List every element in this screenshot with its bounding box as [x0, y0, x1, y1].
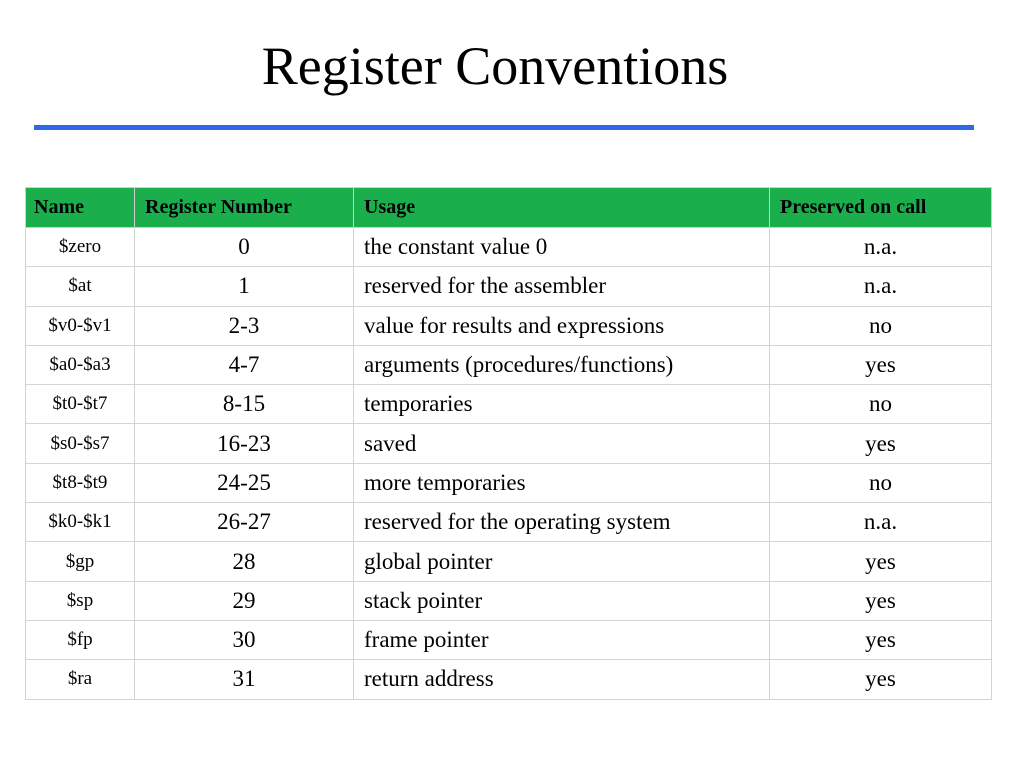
register-usage-cell: frame pointer: [354, 620, 770, 659]
table-row: [26, 581, 992, 620]
register-number-cell: 2-3: [135, 306, 354, 345]
table-row: [26, 306, 992, 345]
register-name-cell: $gp: [26, 542, 135, 581]
register-preserved-cell: yes: [770, 581, 992, 620]
register-number-cell: 29: [135, 581, 354, 620]
register-usage-cell: value for results and expressions: [354, 306, 770, 345]
register-name-cell: $sp: [26, 581, 135, 620]
register-preserved-cell: n.a.: [770, 228, 992, 267]
register-preserved-cell: n.a.: [770, 267, 992, 306]
register-usage-cell: saved: [354, 424, 770, 463]
register-preserved-cell: yes: [770, 424, 992, 463]
register-usage-cell: temporaries: [354, 385, 770, 424]
slide-title: Register Conventions: [261, 36, 729, 96]
register-usage-cell: the constant value 0: [354, 228, 770, 267]
register-preserved-cell: yes: [770, 345, 992, 384]
register-name-cell: $a0-$a3: [26, 345, 135, 384]
register-number-cell: 26-27: [135, 503, 354, 542]
register-name-cell: $t8-$t9: [26, 463, 135, 502]
register-name-cell: $zero: [26, 228, 135, 267]
register-number-cell: 28: [135, 542, 354, 581]
register-preserved-cell: yes: [770, 620, 992, 659]
table-row: [26, 267, 992, 306]
register-preserved-cell: no: [770, 463, 992, 502]
register-name-cell: $ra: [26, 660, 135, 699]
register-usage-cell: reserved for the assembler: [354, 267, 770, 306]
register-name-cell: $k0-$k1: [26, 503, 135, 542]
table-row: [26, 660, 992, 699]
register-preserved-cell: no: [770, 385, 992, 424]
column-header-preserved-on-call: Preserved on call: [770, 188, 992, 228]
table-row: [26, 228, 992, 267]
register-number-cell: 24-25: [135, 463, 354, 502]
register-usage-cell: arguments (procedures/functions): [354, 345, 770, 384]
register-name-cell: $fp: [26, 620, 135, 659]
register-preserved-cell: yes: [770, 542, 992, 581]
register-number-cell: 0: [135, 228, 354, 267]
register-preserved-cell: yes: [770, 660, 992, 699]
column-header-name: Name: [26, 188, 135, 228]
register-number-cell: 1: [135, 267, 354, 306]
column-header-register-number: Register Number: [135, 188, 354, 228]
table-row: [26, 345, 992, 384]
table-row: [26, 424, 992, 463]
register-number-cell: 4-7: [135, 345, 354, 384]
title-divider: [34, 125, 974, 130]
table-row: [26, 503, 992, 542]
register-name-cell: $at: [26, 267, 135, 306]
register-usage-cell: global pointer: [354, 542, 770, 581]
register-usage-cell: reserved for the operating system: [354, 503, 770, 542]
register-name-cell: $t0-$t7: [26, 385, 135, 424]
register-preserved-cell: n.a.: [770, 503, 992, 542]
register-usage-cell: return address: [354, 660, 770, 699]
register-number-cell: 31: [135, 660, 354, 699]
column-header-usage: Usage: [354, 188, 770, 228]
register-name-cell: $v0-$v1: [26, 306, 135, 345]
register-number-cell: 30: [135, 620, 354, 659]
register-name-cell: $s0-$s7: [26, 424, 135, 463]
table-header-row: [26, 188, 992, 228]
register-number-cell: 8-15: [135, 385, 354, 424]
table-row: [26, 385, 992, 424]
register-usage-cell: stack pointer: [354, 581, 770, 620]
table-row: [26, 620, 992, 659]
register-usage-cell: more temporaries: [354, 463, 770, 502]
register-preserved-cell: no: [770, 306, 992, 345]
table-row: [26, 463, 992, 502]
register-number-cell: 16-23: [135, 424, 354, 463]
table-row: [26, 542, 992, 581]
register-table: [25, 187, 992, 700]
